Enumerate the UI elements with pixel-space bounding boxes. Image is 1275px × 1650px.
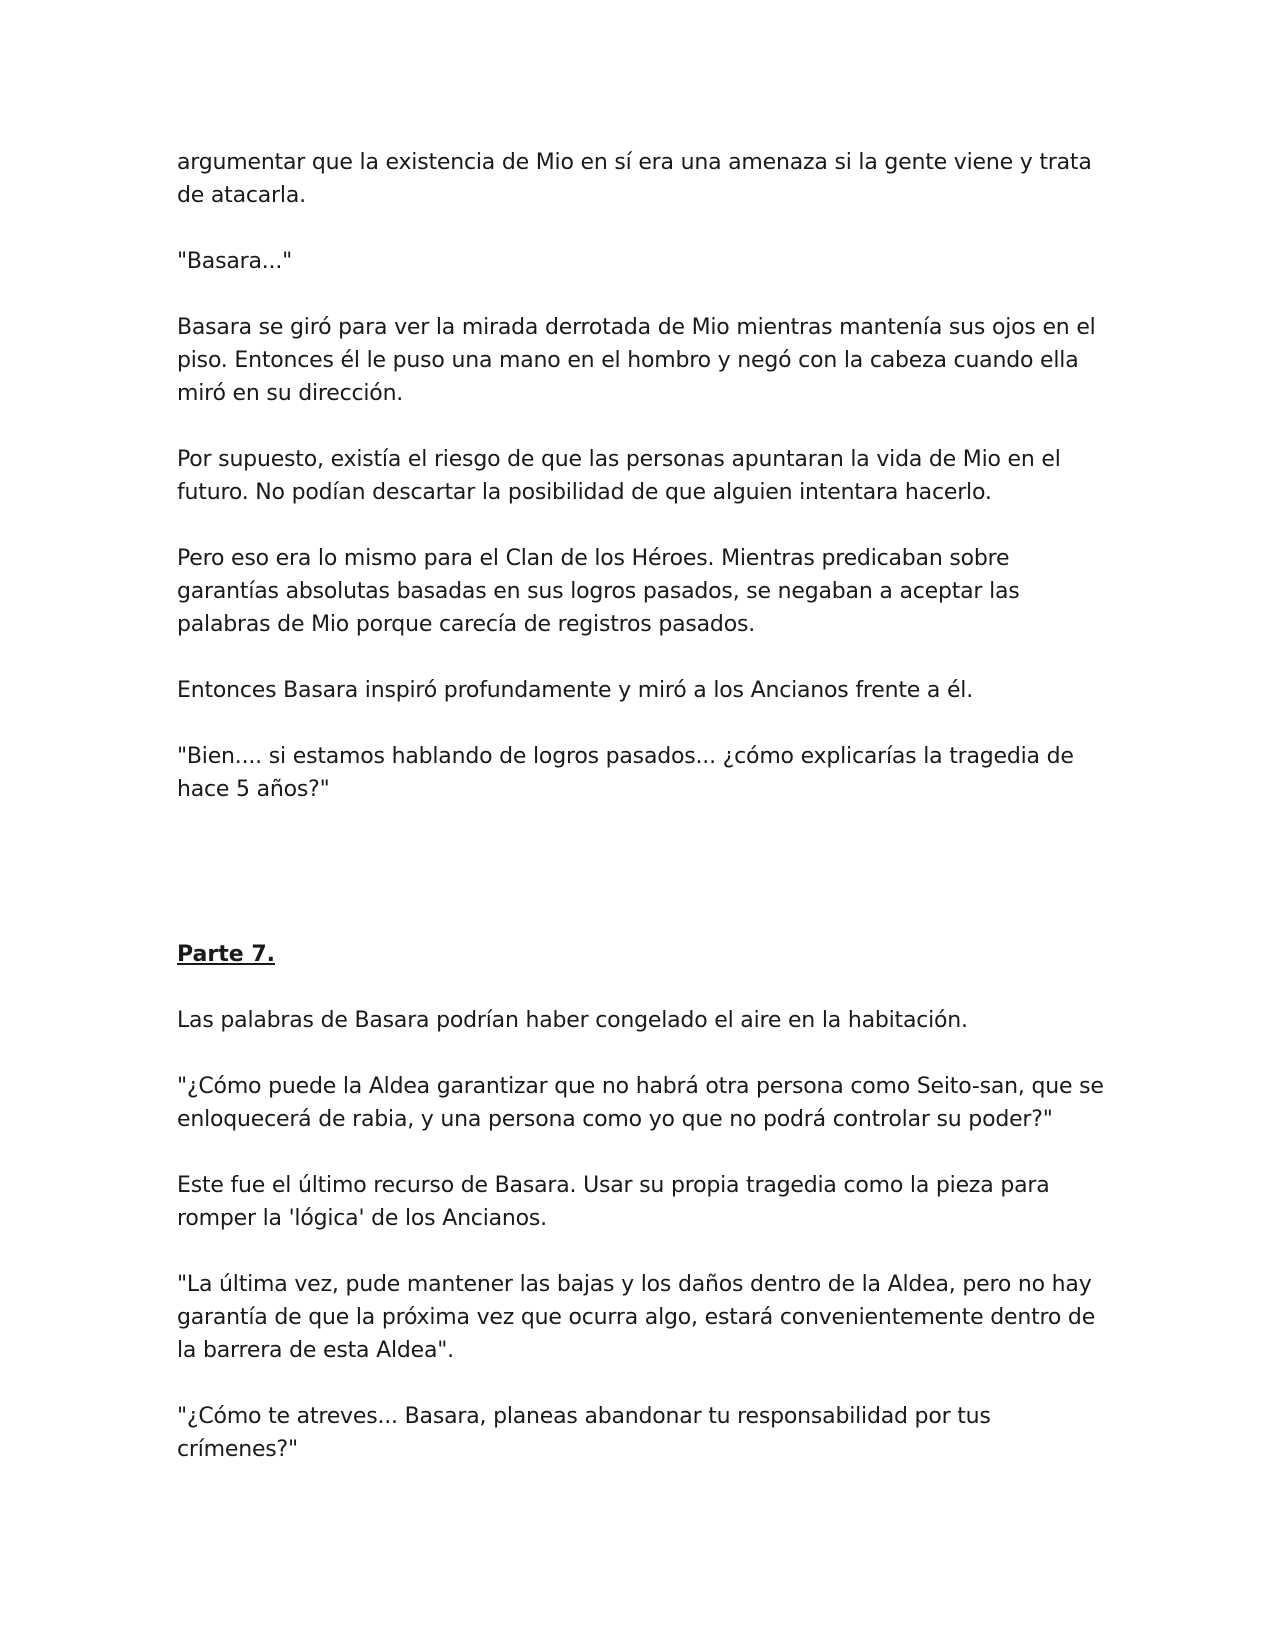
paragraph: Las palabras de Basara podrían haber congelado el aire en la habitación.	[177, 1008, 968, 1033]
paragraph: Por supuesto, existía el riesgo de que las personas apuntaran la vida de Mio en el futuro. No podían descartar la posibilidad de que alguien intentara hacerlo.	[177, 447, 1061, 505]
paragraph: "Basara..."	[177, 249, 293, 274]
paragraph: "¿Cómo te atreves... Basara, planeas abandonar tu responsabilidad por tus crímenes?"	[177, 1404, 991, 1462]
section-heading: Parte 7.	[177, 942, 275, 967]
paragraph: Basara se giró para ver la mirada derrotada de Mio mientras mantenía sus ojos en el piso. Entonces él le puso una mano en el hombro y negó con la cabeza cuando ella miró en su dirección.	[177, 315, 1096, 406]
paragraph: "Bien.... si estamos hablando de logros pasados... ¿cómo explicarías la tragedia de hace 5 años?"	[177, 744, 1074, 802]
paragraph: "¿Cómo puede la Aldea garantizar que no habrá otra persona como Seito-san, que se enloquecerá de rabia, y una persona como yo que no podrá controlar su poder?"	[177, 1074, 1104, 1132]
document-body	[177, 146, 1107, 1499]
section-spacer	[177, 839, 1107, 938]
paragraph: argumentar que la existencia de Mio en sí era una amenaza si la gente viene y trata de atacarla.	[177, 150, 1092, 208]
paragraph: "La última vez, pude mantener las bajas y los daños dentro de la Aldea, pero no hay garantía de que la próxima vez que ocurra algo, estará convenientemente dentro de la barrera de esta Aldea".	[177, 1272, 1096, 1363]
paragraph: Entonces Basara inspiró profundamente y miró a los Ancianos frente a él.	[177, 678, 974, 703]
paragraph: Este fue el último recurso de Basara. Usar su propia tragedia como la pieza para romper la 'lógica' de los Ancianos.	[177, 1173, 1050, 1231]
paragraph: Pero eso era lo mismo para el Clan de los Héroes. Mientras predicaban sobre garantías absolutas basadas en sus logros pasados, se negaban a aceptar las palabras de Mio porque carecía de registros pasados.	[177, 546, 1020, 637]
